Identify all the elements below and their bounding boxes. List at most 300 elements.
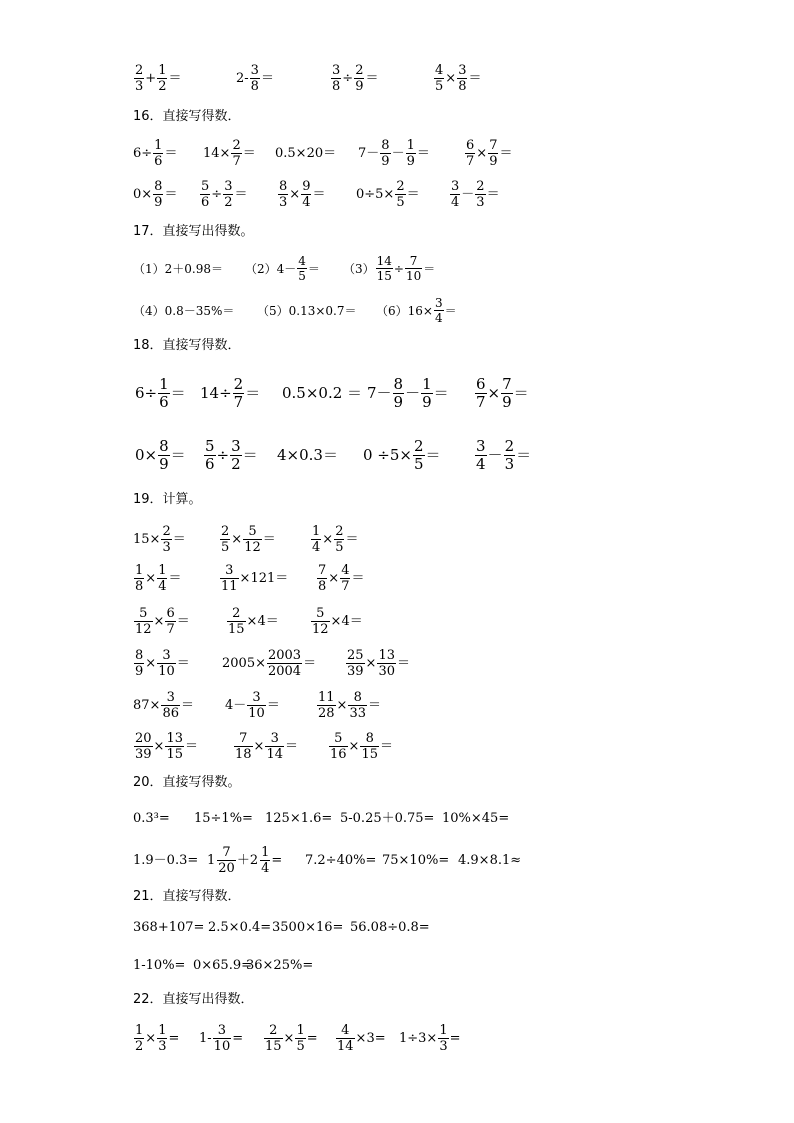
denominator: 8 — [135, 579, 144, 594]
denominator: 4 — [158, 579, 167, 594]
numerator: 7 — [489, 138, 498, 153]
expression-text: 4.9×8.1≈ — [458, 853, 522, 868]
denominator: 15 — [166, 747, 183, 762]
numerator: 3 — [217, 1023, 227, 1038]
numerator: 7 — [409, 254, 418, 268]
expression-text: ＝ — [170, 446, 186, 464]
math-problem — [193, 959, 252, 972]
math-problem — [358, 139, 430, 168]
expression-text: ＝ — [433, 384, 449, 402]
expression-text: 3500×16= — [272, 920, 344, 935]
denominator: 10 — [248, 706, 265, 721]
denominator: 2 — [135, 1039, 144, 1054]
numerator: 3 — [332, 63, 341, 78]
expression-text: ＝ — [176, 656, 190, 671]
expression-text: － — [461, 187, 475, 202]
math-problem — [200, 377, 260, 410]
expression-text: 2.5×0.4= — [208, 920, 272, 935]
denominator: 5 — [335, 540, 344, 555]
expression-text: 5-0.25＋0.75= — [340, 811, 435, 826]
expression-text: ÷ — [211, 187, 223, 202]
numerator: 3 — [270, 731, 279, 746]
math-problem — [245, 255, 320, 282]
fraction — [501, 377, 513, 410]
numerator: 1 — [158, 563, 167, 578]
expression-text: ＝ — [234, 187, 248, 202]
denominator: 39 — [347, 664, 364, 679]
numerator: 2 — [232, 606, 241, 621]
expression-text: － — [405, 384, 421, 402]
denominator: 10 — [213, 1039, 231, 1054]
section-heading: 22．直接写出得数． — [133, 992, 254, 1007]
math-problem — [263, 1024, 318, 1053]
numerator: 4 — [341, 1023, 350, 1038]
fraction — [380, 139, 390, 168]
denominator: 8 — [458, 79, 467, 94]
denominator: 9 — [154, 195, 163, 210]
fraction — [329, 732, 348, 761]
expression-text: × — [445, 71, 457, 86]
expression-text: ＝ — [260, 71, 274, 86]
section-heading: 16．直接写得数． — [133, 109, 241, 124]
expression-text: ＝ — [307, 261, 320, 276]
expression-text: ×121＝ — [239, 571, 289, 586]
expression-text: = — [232, 1031, 244, 1046]
fraction — [157, 564, 167, 593]
fraction — [134, 64, 144, 93]
numerator: 2 — [232, 138, 241, 153]
expression-text: 2005× — [222, 656, 266, 671]
math-problem — [133, 564, 181, 593]
expression-text: ＝ — [180, 698, 194, 713]
denominator: 7 — [166, 622, 175, 637]
numerator: 1 — [312, 524, 321, 539]
numerator: 7 — [222, 845, 231, 860]
fraction — [165, 732, 184, 761]
fraction — [475, 180, 485, 209]
denominator: 9 — [355, 79, 364, 94]
expression-text: ＝ — [444, 303, 457, 318]
numerator: 11 — [318, 690, 335, 705]
denominator: 10 — [158, 664, 175, 679]
expression-text: （3） — [343, 261, 375, 276]
expression-text: 1-10%= — [133, 958, 186, 973]
expression-text: × — [145, 656, 157, 671]
fraction — [340, 564, 350, 593]
expression-text: （6）16× — [376, 303, 433, 318]
expression-text: 14× — [203, 146, 231, 161]
expression-text: × — [476, 146, 488, 161]
denominator: 6 — [205, 455, 215, 473]
denominator: 6 — [159, 393, 169, 411]
expression-text: ＝ — [499, 146, 513, 161]
math-problem — [208, 921, 271, 934]
fraction — [434, 297, 444, 324]
fraction — [250, 64, 260, 93]
denominator: 5 — [435, 79, 444, 94]
denominator: 3 — [158, 1039, 167, 1054]
math-problem — [272, 921, 343, 934]
fraction — [233, 377, 245, 410]
numerator: 3 — [162, 648, 171, 663]
math-problem — [399, 1024, 461, 1053]
fraction — [153, 180, 163, 209]
fraction — [230, 439, 242, 472]
fraction — [405, 255, 422, 282]
expression-text: ＝ — [468, 71, 482, 86]
math-problem — [133, 732, 198, 761]
fraction — [406, 139, 416, 168]
denominator: 7 — [466, 154, 475, 169]
numerator: 8 — [353, 690, 362, 705]
fraction — [457, 64, 467, 93]
numerator: 2 — [414, 437, 424, 455]
section-heading: 18．直接写得数． — [133, 338, 241, 353]
expression-text: 7－ — [367, 384, 392, 402]
expression-text: ＝ — [513, 384, 529, 402]
math-problem — [310, 525, 358, 554]
expression-text: 0.5×0.2 ＝ — [282, 383, 363, 402]
denominator: 6 — [201, 195, 210, 210]
math-problem — [310, 607, 363, 636]
numerator: 5 — [205, 437, 215, 455]
expression-text: ＝ — [516, 446, 532, 464]
math-problem — [135, 439, 186, 472]
math-problem — [133, 262, 223, 275]
denominator: 11 — [221, 579, 238, 594]
numerator: 2003 — [267, 648, 302, 663]
fraction — [134, 564, 144, 593]
fraction — [161, 525, 171, 554]
math-problem — [219, 564, 288, 593]
math-problem — [275, 147, 336, 160]
expression-text: ＝ — [185, 739, 199, 754]
fraction — [376, 255, 393, 282]
expression-text: ＝ — [164, 146, 178, 161]
fraction — [220, 564, 239, 593]
denominator: 7 — [232, 154, 241, 169]
fraction — [213, 1024, 232, 1053]
denominator: 5 — [298, 269, 306, 283]
math-problem — [367, 377, 449, 410]
fraction — [134, 1024, 144, 1053]
expression-text: ＝ — [416, 146, 430, 161]
math-problem — [343, 255, 435, 282]
fraction — [161, 691, 180, 720]
numerator: 3 — [225, 563, 234, 578]
denominator: 4 — [261, 861, 270, 876]
fraction — [465, 139, 475, 168]
numerator: 5 — [139, 606, 148, 621]
denominator: 9 — [422, 393, 432, 411]
numerator: 4 — [298, 254, 306, 268]
fraction — [134, 607, 153, 636]
math-problem — [376, 297, 457, 324]
expression-text: 0× — [133, 187, 153, 202]
denominator: 5 — [396, 195, 405, 210]
expression-text: × — [336, 698, 348, 713]
expression-text: ＝ — [176, 614, 190, 629]
math-problem — [265, 812, 332, 825]
expression-text: × — [328, 571, 340, 586]
math-problem — [257, 304, 357, 317]
math-problem — [340, 812, 434, 825]
fraction — [295, 1024, 305, 1053]
expression-text: 87× — [133, 698, 161, 713]
expression-text: × — [153, 614, 165, 629]
expression-text: 75×10%= — [382, 853, 450, 868]
expression-text: × — [365, 656, 377, 671]
math-problem — [433, 64, 481, 93]
denominator: 7 — [341, 579, 350, 594]
fraction — [317, 691, 336, 720]
expression-text: ÷ — [216, 446, 230, 464]
denominator: 8 — [250, 79, 259, 94]
fraction — [297, 255, 307, 282]
fraction — [336, 1024, 355, 1053]
fraction — [234, 732, 253, 761]
numerator: 2 — [221, 524, 230, 539]
fraction — [267, 649, 302, 678]
math-problem — [316, 564, 364, 593]
denominator: 8 — [318, 579, 327, 594]
numerator: 1 — [158, 1023, 167, 1038]
numerator: 8 — [135, 648, 144, 663]
expression-text: 1- — [199, 1031, 212, 1046]
denominator: 7 — [233, 393, 244, 411]
numerator: 2 — [233, 375, 244, 393]
expression-text: × — [153, 739, 165, 754]
fraction — [354, 64, 364, 93]
expression-text: 15÷1%= — [194, 811, 253, 826]
numerator: 3 — [166, 690, 175, 705]
expression-text: ＝ — [368, 698, 382, 713]
fraction — [134, 649, 144, 678]
denominator: 10 — [405, 269, 422, 283]
fraction — [421, 377, 433, 410]
math-problem — [222, 649, 316, 678]
numerator: 3 — [250, 63, 259, 78]
fraction — [488, 139, 498, 168]
denominator: 8 — [332, 79, 341, 94]
math-problem — [345, 649, 410, 678]
expression-text: 0.5×20＝ — [275, 146, 337, 161]
denominator: 5 — [296, 1039, 305, 1054]
numerator: 3 — [252, 690, 261, 705]
expression-text: ＝ — [262, 532, 276, 547]
fraction — [204, 439, 216, 472]
denominator: 2004 — [267, 664, 302, 679]
numerator: 1 — [422, 375, 432, 393]
fraction — [360, 732, 379, 761]
math-problem — [328, 732, 393, 761]
fraction — [395, 180, 405, 209]
expression-text: ＝ — [245, 384, 261, 402]
math-problem — [133, 139, 177, 168]
numerator: 1 — [159, 375, 169, 393]
expression-text: 0.3³= — [133, 811, 170, 826]
denominator: 4 — [302, 195, 311, 210]
fraction — [264, 1024, 283, 1053]
numerator: 6 — [476, 375, 486, 393]
section-heading: 19．计算。 — [133, 492, 202, 507]
denominator: 86 — [162, 706, 179, 721]
denominator: 30 — [378, 664, 395, 679]
expression-text: ÷ — [342, 71, 354, 86]
expression-text: × — [231, 532, 243, 547]
denominator: 2 — [224, 195, 233, 210]
expression-text: 56.08÷0.8= — [350, 920, 430, 935]
numerator: 1 — [261, 845, 270, 860]
denominator: 2 — [158, 79, 167, 94]
denominator: 3 — [162, 540, 171, 555]
expression-text: ＝ — [423, 261, 436, 276]
fraction — [475, 377, 487, 410]
math-problem — [133, 959, 185, 972]
expression-text: ＝ — [170, 384, 186, 402]
math-problem — [199, 1024, 243, 1053]
math-problem — [330, 64, 378, 93]
denominator: 3 — [504, 455, 515, 473]
numerator: 3 — [434, 296, 443, 310]
math-problem — [133, 1024, 179, 1053]
math-problem — [133, 607, 190, 636]
expression-text: 0× — [135, 446, 158, 464]
expression-text: 10%×45= — [442, 811, 510, 826]
expression-text: × — [253, 739, 265, 754]
math-problem — [133, 64, 181, 93]
math-problem — [133, 649, 190, 678]
math-problem — [464, 139, 512, 168]
numerator: 8 — [365, 731, 374, 746]
expression-text: － — [487, 446, 503, 464]
expression-text: 15× — [133, 532, 161, 547]
expression-text: × — [289, 187, 301, 202]
math-problem — [246, 959, 313, 972]
expression-text: = — [168, 1031, 180, 1046]
expression-text: 368+107= — [133, 920, 205, 935]
math-problem — [133, 854, 198, 867]
denominator: 16 — [330, 747, 347, 762]
fraction — [158, 377, 170, 410]
numerator: 8 — [381, 138, 390, 153]
numerator: 5 — [201, 179, 210, 194]
fraction — [301, 180, 311, 209]
expression-text: － — [391, 146, 405, 161]
expression-text: 7－ — [358, 146, 380, 161]
numerator: 13 — [166, 731, 183, 746]
denominator: 5 — [221, 540, 230, 555]
math-problem — [194, 812, 253, 825]
expression-text: × — [283, 1031, 295, 1046]
numerator: 5 — [334, 731, 343, 746]
fraction — [348, 691, 367, 720]
math-problem — [133, 304, 234, 317]
numerator: 1 — [135, 1023, 144, 1038]
fraction — [438, 1024, 448, 1053]
denominator: 6 — [154, 154, 163, 169]
denominator: 12 — [135, 622, 152, 637]
numerator: 14 — [376, 254, 392, 268]
fraction — [317, 564, 327, 593]
denominator: 15 — [361, 747, 378, 762]
fraction — [220, 525, 230, 554]
fraction — [265, 732, 284, 761]
math-problem — [335, 1024, 386, 1053]
math-problem — [203, 439, 258, 472]
numerator: 7 — [239, 731, 248, 746]
denominator: 15 — [376, 269, 392, 283]
math-problem — [474, 439, 531, 472]
expression-text: ＝ — [172, 532, 186, 547]
numerator: 20 — [135, 731, 152, 746]
math-problem — [442, 812, 509, 825]
numerator: 8 — [393, 375, 404, 393]
denominator: 3 — [476, 195, 485, 210]
numerator: 1 — [439, 1023, 448, 1038]
math-problem — [133, 525, 186, 554]
expression-text: ÷ — [393, 261, 404, 276]
expression-text: × — [145, 1031, 157, 1046]
numerator: 2 — [335, 524, 344, 539]
fraction — [434, 64, 444, 93]
numerator: 2 — [504, 437, 515, 455]
fraction — [243, 525, 262, 554]
expression-text: 4－ — [225, 698, 247, 713]
expression-text: 36×25%= — [246, 958, 314, 973]
expression-text: ＋ — [236, 853, 250, 868]
fraction — [231, 139, 241, 168]
expression-text: + — [145, 71, 157, 86]
fraction — [157, 1024, 167, 1053]
math-problem — [233, 732, 298, 761]
expression-text: ×4＝ — [246, 614, 279, 629]
numerator: 25 — [347, 648, 364, 663]
expression-text: ＝ — [380, 739, 394, 754]
denominator: 15 — [265, 1039, 282, 1054]
fraction — [134, 732, 153, 761]
denominator: 5 — [414, 455, 424, 473]
math-problem — [382, 854, 449, 867]
expression-text: ＝ — [164, 187, 178, 202]
expression-text: × — [487, 384, 501, 402]
expression-text: 1÷3× — [399, 1031, 438, 1046]
denominator: 4 — [476, 455, 486, 473]
section-heading: 17．直接写出得数。 — [133, 224, 254, 239]
numerator: 2 — [269, 1023, 278, 1038]
expression-text: 6÷ — [135, 384, 158, 402]
expression-text: = — [306, 1031, 318, 1046]
denominator: 9 — [489, 154, 498, 169]
fraction — [157, 649, 176, 678]
expression-text: ＝ — [425, 446, 441, 464]
fraction — [158, 439, 170, 472]
fraction — [331, 64, 341, 93]
mixed-number — [250, 846, 272, 875]
expression-text: × — [145, 571, 157, 586]
expression-text: 1.9－0.3= — [133, 853, 199, 868]
fraction — [475, 439, 487, 472]
fraction — [393, 377, 405, 410]
denominator: 9 — [381, 154, 390, 169]
math-problem — [133, 921, 204, 934]
denominator: 9 — [135, 664, 144, 679]
numerator: 8 — [154, 179, 163, 194]
expression-text: × — [348, 739, 360, 754]
expression-text: ＝ — [168, 71, 182, 86]
expression-text: ＝ — [285, 739, 299, 754]
expression-text: 2- — [236, 71, 249, 86]
